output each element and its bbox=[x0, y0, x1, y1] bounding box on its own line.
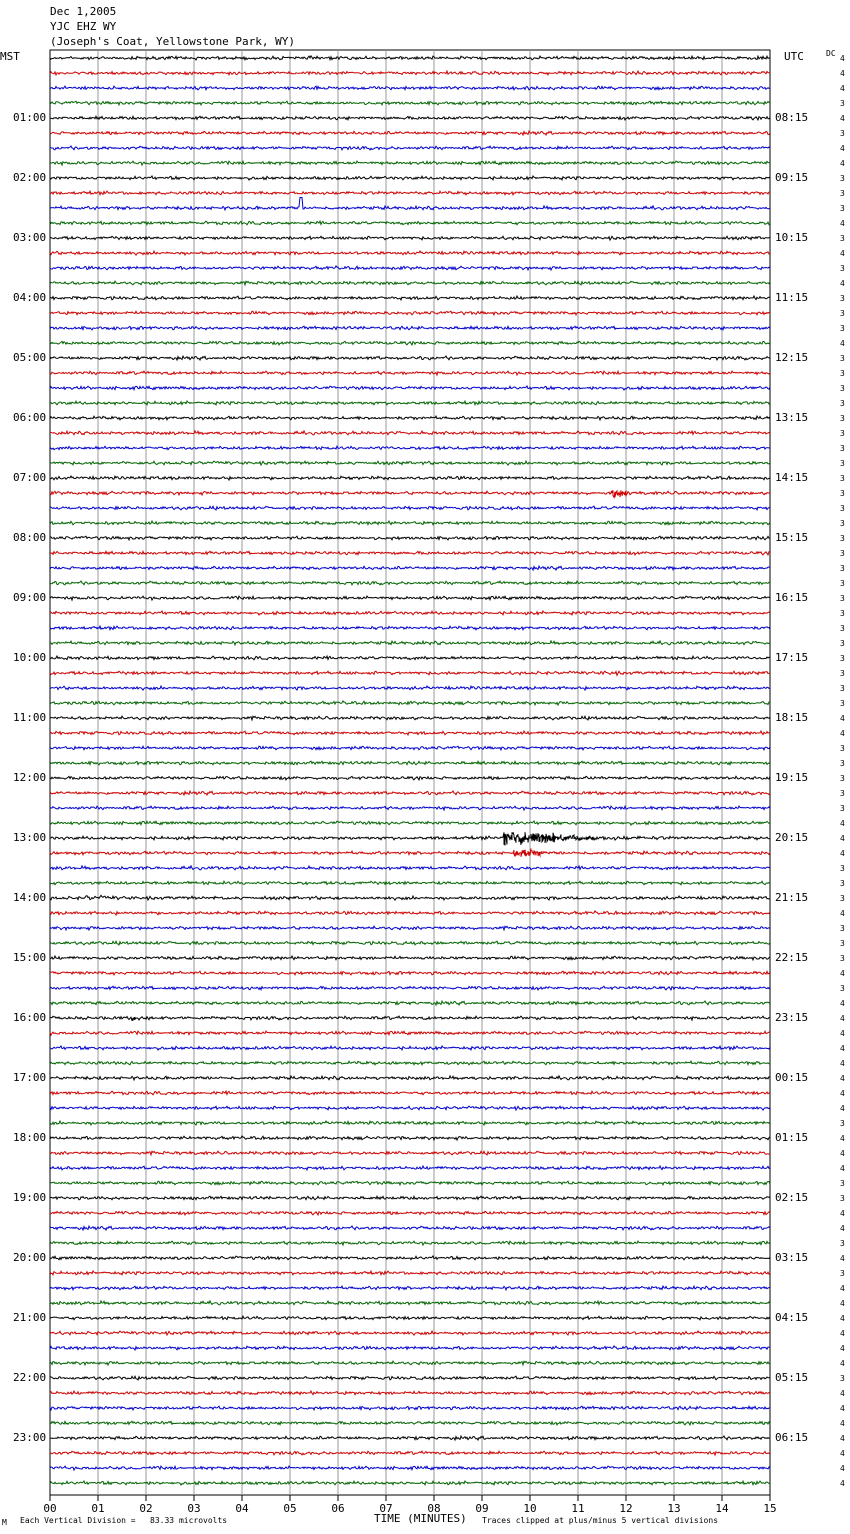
utc-hour-label: 01:15 bbox=[775, 1131, 809, 1144]
utc-hour-label: 17:15 bbox=[775, 651, 809, 664]
dc-offset: 4 bbox=[840, 1449, 845, 1458]
dc-offset: 4 bbox=[840, 1284, 845, 1293]
x-tick-label-9: 09 bbox=[475, 1502, 489, 1515]
dc-offset: 3 bbox=[840, 504, 845, 513]
dc-offset: 4 bbox=[840, 159, 845, 168]
dc-offset: 4 bbox=[840, 1389, 845, 1398]
utc-hour-label: 12:15 bbox=[775, 351, 809, 364]
trace-55 bbox=[50, 881, 770, 885]
x-tick-label-14: 14 bbox=[715, 1502, 729, 1515]
x-tick-label-13: 13 bbox=[667, 1502, 681, 1515]
dc-offset: 3 bbox=[840, 204, 845, 213]
dc-offset: 4 bbox=[840, 819, 845, 828]
mst-hour-label: 06:00 bbox=[13, 411, 47, 424]
trace-63 bbox=[50, 1001, 770, 1005]
dc-offset: 4 bbox=[840, 1404, 845, 1413]
dc-offset: 4 bbox=[840, 219, 845, 228]
utc-hour-label: 02:15 bbox=[775, 1191, 809, 1204]
dc-offset: 4 bbox=[840, 909, 845, 918]
mst-hour-label: 22:00 bbox=[13, 1371, 47, 1384]
trace-4 bbox=[50, 116, 770, 120]
utc-hour-label: 04:15 bbox=[775, 1311, 809, 1324]
trace-40 bbox=[50, 656, 770, 660]
trace-43 bbox=[50, 701, 770, 705]
trace-8 bbox=[50, 176, 770, 180]
trace-24 bbox=[50, 416, 770, 420]
utc-hour-label: 14:15 bbox=[775, 471, 809, 484]
dc-offset: 3 bbox=[840, 879, 845, 888]
x-tick-label-11: 11 bbox=[571, 1502, 585, 1515]
dc-offset: 4 bbox=[840, 1059, 845, 1068]
utc-hour-label: 16:15 bbox=[775, 591, 809, 604]
dc-offset: 3 bbox=[840, 174, 845, 183]
utc-hour-label: 08:15 bbox=[775, 111, 809, 124]
trace-74 bbox=[50, 1166, 770, 1170]
dc-offset: 3 bbox=[840, 534, 845, 543]
utc-hour-label: 23:15 bbox=[775, 1011, 809, 1024]
dc-offset: 3 bbox=[840, 984, 845, 993]
trace-5 bbox=[50, 131, 770, 135]
trace-89 bbox=[50, 1391, 770, 1395]
dc-offset: 3 bbox=[840, 939, 845, 948]
trace-44 bbox=[50, 716, 770, 720]
mst-hour-label: 13:00 bbox=[13, 831, 47, 844]
trace-72 bbox=[50, 1136, 770, 1140]
dc-offset: 4 bbox=[840, 1359, 845, 1368]
dc-offset: 4 bbox=[840, 84, 845, 93]
trace-32 bbox=[50, 536, 770, 540]
trace-38 bbox=[50, 626, 770, 630]
trace-7 bbox=[50, 161, 770, 165]
utc-hour-label: 15:15 bbox=[775, 531, 809, 544]
dc-offset: 4 bbox=[840, 849, 845, 858]
dc-offset: 3 bbox=[840, 789, 845, 798]
trace-31 bbox=[50, 521, 770, 525]
mst-hour-label: 16:00 bbox=[13, 1011, 47, 1024]
mst-hour-label: 15:00 bbox=[13, 951, 47, 964]
trace-52 bbox=[50, 832, 770, 845]
dc-offset: 4 bbox=[840, 144, 845, 153]
trace-21 bbox=[50, 371, 770, 375]
utc-hour-label: 11:15 bbox=[775, 291, 809, 304]
dc-offset: 4 bbox=[840, 1029, 845, 1038]
trace-95 bbox=[50, 1481, 770, 1485]
trace-85 bbox=[50, 1331, 770, 1335]
trace-66 bbox=[50, 1046, 770, 1050]
trace-84 bbox=[50, 1316, 770, 1320]
dc-offset: 4 bbox=[840, 1329, 845, 1338]
plot-frame bbox=[50, 50, 770, 1495]
header-station: YJC EHZ WY bbox=[50, 20, 117, 33]
trace-51 bbox=[50, 821, 770, 825]
trace-87 bbox=[50, 1361, 770, 1365]
trace-73 bbox=[50, 1151, 770, 1155]
utc-hour-label: 13:15 bbox=[775, 411, 809, 424]
trace-75 bbox=[50, 1181, 770, 1185]
trace-19 bbox=[50, 341, 770, 345]
dc-offset: 4 bbox=[840, 729, 845, 738]
trace-57 bbox=[50, 911, 770, 915]
mst-hour-label: 20:00 bbox=[13, 1251, 47, 1264]
utc-hour-label: 21:15 bbox=[775, 891, 809, 904]
dc-offset: 3 bbox=[840, 189, 845, 198]
mst-hour-label: 10:00 bbox=[13, 651, 47, 664]
dc-offset: 3 bbox=[840, 444, 845, 453]
mst-hour-label: 07:00 bbox=[13, 471, 47, 484]
dc-offset: 3 bbox=[840, 1269, 845, 1278]
x-tick-label-3: 03 bbox=[187, 1502, 201, 1515]
trace-25 bbox=[50, 431, 770, 435]
dc-offset: 3 bbox=[840, 369, 845, 378]
dc-offset: 4 bbox=[840, 249, 845, 258]
x-axis-label: TIME (MINUTES) bbox=[374, 1512, 467, 1525]
dc-offset: 3 bbox=[840, 1179, 845, 1188]
dc-offset: 3 bbox=[840, 864, 845, 873]
mst-hour-label: 09:00 bbox=[13, 591, 47, 604]
dc-offset: 3 bbox=[840, 744, 845, 753]
mst-hour-label: 23:00 bbox=[13, 1431, 47, 1444]
dc-offset: 3 bbox=[840, 594, 845, 603]
footer-mark: M bbox=[2, 1518, 7, 1527]
dc-offset: 4 bbox=[840, 1074, 845, 1083]
dc-offset: 4 bbox=[840, 1314, 845, 1323]
utc-hour-label: 03:15 bbox=[775, 1251, 809, 1264]
trace-1 bbox=[50, 71, 770, 75]
dc-offset: 3 bbox=[840, 1374, 845, 1383]
right-timezone-label: UTC bbox=[784, 50, 804, 63]
x-tick-label-8: 08 bbox=[427, 1502, 441, 1515]
mst-hour-label: 12:00 bbox=[13, 771, 47, 784]
dc-offset: 3 bbox=[840, 894, 845, 903]
trace-15 bbox=[50, 281, 770, 285]
trace-28 bbox=[50, 476, 770, 480]
trace-47 bbox=[50, 761, 770, 765]
dc-offset: 3 bbox=[840, 759, 845, 768]
dc-offset: 3 bbox=[840, 639, 845, 648]
dc-offset: 4 bbox=[840, 1464, 845, 1473]
mst-hour-label: 04:00 bbox=[13, 291, 47, 304]
trace-23 bbox=[50, 401, 770, 405]
dc-offset: 4 bbox=[840, 1089, 845, 1098]
x-tick-label-2: 02 bbox=[139, 1502, 153, 1515]
utc-hour-label: 09:15 bbox=[775, 171, 809, 184]
mst-hour-label: 18:00 bbox=[13, 1131, 47, 1144]
trace-91 bbox=[50, 1421, 770, 1425]
dc-offset: 3 bbox=[840, 579, 845, 588]
mst-hour-label: 17:00 bbox=[13, 1071, 47, 1084]
dc-offset: 4 bbox=[840, 1344, 845, 1353]
dc-offset: 4 bbox=[840, 1434, 845, 1443]
footer-scale: Each Vertical Division = 83.33 microvolts bbox=[20, 1516, 228, 1525]
dc-offset: 4 bbox=[840, 1224, 845, 1233]
trace-56 bbox=[50, 895, 770, 900]
dc-offset: 4 bbox=[840, 1104, 845, 1113]
trace-79 bbox=[50, 1241, 770, 1245]
dc-offset: 3 bbox=[840, 669, 845, 678]
dc-offset: 4 bbox=[840, 999, 845, 1008]
x-tick-label-15: 15 bbox=[763, 1502, 777, 1515]
dc-offset: 4 bbox=[840, 69, 845, 78]
trace-3 bbox=[50, 101, 770, 105]
dc-offset: 3 bbox=[840, 804, 845, 813]
trace-46 bbox=[50, 746, 770, 750]
trace-13 bbox=[50, 251, 770, 255]
trace-39 bbox=[50, 641, 770, 645]
trace-76 bbox=[50, 1196, 770, 1200]
x-tick-label-7: 07 bbox=[379, 1502, 393, 1515]
dc-offset: 4 bbox=[840, 1479, 845, 1488]
trace-78 bbox=[50, 1226, 770, 1230]
dc-offset: 3 bbox=[840, 924, 845, 933]
dc-offset: 3 bbox=[840, 354, 845, 363]
trace-12 bbox=[50, 236, 770, 240]
dc-offset: 4 bbox=[840, 1014, 845, 1023]
trace-27 bbox=[50, 461, 770, 465]
trace-49 bbox=[50, 791, 770, 795]
dc-offset: 3 bbox=[840, 1194, 845, 1203]
trace-34 bbox=[50, 566, 770, 570]
trace-88 bbox=[50, 1376, 770, 1380]
utc-hour-label: 18:15 bbox=[775, 711, 809, 724]
trace-86 bbox=[50, 1346, 770, 1350]
trace-68 bbox=[50, 1076, 770, 1080]
trace-50 bbox=[50, 806, 770, 810]
dc-offset: 3 bbox=[840, 609, 845, 618]
dc-offset: 4 bbox=[840, 1254, 845, 1263]
trace-64 bbox=[50, 1016, 770, 1021]
dc-offset: 4 bbox=[840, 1209, 845, 1218]
trace-29 bbox=[50, 490, 770, 497]
trace-20 bbox=[50, 356, 770, 360]
trace-11 bbox=[50, 221, 770, 225]
mst-hour-label: 03:00 bbox=[13, 231, 47, 244]
trace-82 bbox=[50, 1286, 770, 1290]
trace-16 bbox=[50, 296, 770, 300]
dc-offset: 3 bbox=[840, 129, 845, 138]
dc-offset: 3 bbox=[840, 1239, 845, 1248]
trace-2 bbox=[50, 86, 770, 90]
dc-offset: 3 bbox=[840, 399, 845, 408]
trace-48 bbox=[50, 776, 770, 780]
dc-offset: 4 bbox=[840, 714, 845, 723]
x-tick-label-4: 04 bbox=[235, 1502, 249, 1515]
dc-offset: 3 bbox=[840, 624, 845, 633]
x-tick-label-10: 10 bbox=[523, 1502, 537, 1515]
trace-41 bbox=[50, 671, 770, 675]
dc-corner-label: DC bbox=[826, 49, 836, 58]
trace-83 bbox=[50, 1301, 770, 1305]
dc-offset: 4 bbox=[840, 1299, 845, 1308]
trace-77 bbox=[50, 1211, 770, 1215]
dc-offset: 3 bbox=[840, 519, 845, 528]
trace-61 bbox=[50, 971, 770, 975]
mst-hour-label: 21:00 bbox=[13, 1311, 47, 1324]
dc-offset: 4 bbox=[840, 1164, 845, 1173]
trace-18 bbox=[50, 326, 770, 330]
trace-9 bbox=[50, 191, 770, 195]
dc-offset: 3 bbox=[840, 294, 845, 303]
trace-94 bbox=[50, 1466, 770, 1470]
trace-62 bbox=[50, 986, 770, 990]
dc-offset: 3 bbox=[840, 684, 845, 693]
time-gridlines bbox=[50, 50, 770, 1495]
mst-hour-label: 08:00 bbox=[13, 531, 47, 544]
dc-offset: 3 bbox=[840, 489, 845, 498]
dc-offset: 3 bbox=[840, 954, 845, 963]
trace-17 bbox=[50, 311, 770, 315]
trace-14 bbox=[50, 266, 770, 270]
left-timezone-label: MST bbox=[0, 50, 20, 63]
mst-hour-label: 05:00 bbox=[13, 351, 47, 364]
dc-offset: 3 bbox=[840, 564, 845, 573]
trace-53 bbox=[50, 849, 770, 857]
trace-65 bbox=[50, 1031, 770, 1035]
dc-offset: 3 bbox=[840, 1119, 845, 1128]
mst-hour-label: 19:00 bbox=[13, 1191, 47, 1204]
x-tick-label-12: 12 bbox=[619, 1502, 633, 1515]
utc-hour-label: 06:15 bbox=[775, 1431, 809, 1444]
mst-hour-label: 11:00 bbox=[13, 711, 47, 724]
mst-hour-label: 01:00 bbox=[13, 111, 47, 124]
dc-offset: 4 bbox=[840, 1044, 845, 1053]
utc-hour-label: 19:15 bbox=[775, 771, 809, 784]
utc-hour-label: 20:15 bbox=[775, 831, 809, 844]
trace-0 bbox=[50, 56, 770, 60]
trace-80 bbox=[50, 1256, 770, 1260]
dc-offset: 3 bbox=[840, 414, 845, 423]
dc-offset: 4 bbox=[840, 114, 845, 123]
trace-10 bbox=[50, 198, 770, 210]
trace-93 bbox=[50, 1451, 770, 1455]
x-tick-label-6: 06 bbox=[331, 1502, 345, 1515]
dc-offset: 4 bbox=[840, 969, 845, 978]
trace-42 bbox=[50, 686, 770, 690]
dc-offset: 3 bbox=[840, 324, 845, 333]
dc-offset: 4 bbox=[840, 339, 845, 348]
trace-70 bbox=[50, 1106, 770, 1110]
trace-26 bbox=[50, 446, 770, 450]
dc-offset: 4 bbox=[840, 279, 845, 288]
dc-offset: 3 bbox=[840, 429, 845, 438]
trace-60 bbox=[50, 956, 770, 960]
dc-offset: 3 bbox=[840, 99, 845, 108]
utc-hour-label: 00:15 bbox=[775, 1071, 809, 1084]
dc-offset: 4 bbox=[840, 1134, 845, 1143]
header-location: (Joseph's Coat, Yellowstone Park, WY) bbox=[50, 35, 296, 48]
utc-hour-label: 22:15 bbox=[775, 951, 809, 964]
trace-69 bbox=[50, 1091, 770, 1095]
trace-81 bbox=[50, 1271, 770, 1275]
trace-30 bbox=[50, 506, 770, 510]
dc-offset: 3 bbox=[840, 234, 845, 243]
trace-33 bbox=[50, 551, 770, 555]
mst-hour-label: 02:00 bbox=[13, 171, 47, 184]
dc-offset: 4 bbox=[840, 1419, 845, 1428]
dc-offset: 3 bbox=[840, 474, 845, 483]
dc-offset: 3 bbox=[840, 774, 845, 783]
dc-offset: 3 bbox=[840, 699, 845, 708]
trace-92 bbox=[50, 1436, 770, 1440]
trace-59 bbox=[50, 941, 770, 945]
seismogram-traces bbox=[50, 56, 770, 1485]
dc-offset: 3 bbox=[840, 549, 845, 558]
dc-offset: 3 bbox=[840, 264, 845, 273]
x-tick-label-5: 05 bbox=[283, 1502, 297, 1515]
utc-hour-label: 10:15 bbox=[775, 231, 809, 244]
trace-37 bbox=[50, 611, 770, 615]
footer-clip-note: Traces clipped at plus/minus 5 vertical divisions bbox=[482, 1516, 719, 1525]
dc-offset: 3 bbox=[840, 384, 845, 393]
header-date: Dec 1,2005 bbox=[50, 5, 117, 18]
utc-hour-label: 05:15 bbox=[775, 1371, 809, 1384]
trace-45 bbox=[50, 731, 770, 735]
trace-22 bbox=[50, 386, 770, 390]
trace-71 bbox=[50, 1121, 770, 1125]
trace-58 bbox=[50, 926, 770, 930]
mst-hour-label: 14:00 bbox=[13, 891, 47, 904]
trace-67 bbox=[50, 1061, 770, 1065]
dc-offset: 3 bbox=[840, 309, 845, 318]
trace-6 bbox=[50, 146, 770, 150]
dc-offset: 4 bbox=[840, 54, 845, 63]
trace-90 bbox=[50, 1406, 770, 1410]
dc-offset: 4 bbox=[840, 834, 845, 843]
trace-35 bbox=[50, 581, 770, 585]
trace-36 bbox=[50, 596, 770, 600]
trace-54 bbox=[50, 866, 770, 870]
x-tick-label-1: 01 bbox=[91, 1502, 105, 1515]
dc-offset: 4 bbox=[840, 1149, 845, 1158]
x-tick-label-0: 00 bbox=[43, 1502, 57, 1515]
dc-offset: 3 bbox=[840, 654, 845, 663]
dc-offset: 3 bbox=[840, 459, 845, 468]
